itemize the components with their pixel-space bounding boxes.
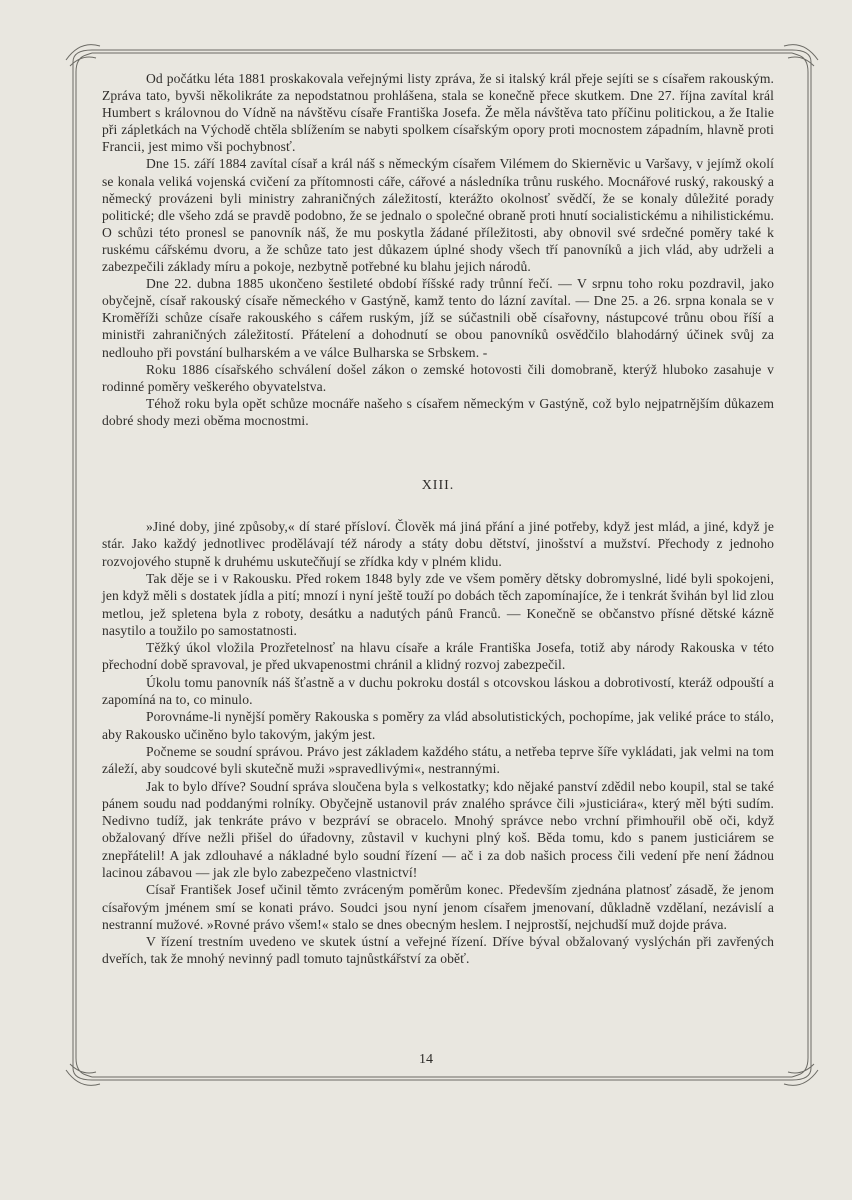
paragraph: V řízení trestním uvedeno ve skutek ústní a veřejné řízení. Dříve býval obžalovaný vyslýchán při zavřených dveřích, tak že mnohý nevinný padl tomuto tajnůstkářství za oběť. — [102, 934, 774, 967]
paragraph: Dne 15. září 1884 zavítal císař a král náš s německým císařem Vilémem do Skiernĕvic u Varšavy, v jejímž okolí se konala veliká vojenská cvičení za přítomnosti cáře, cářové a následníka trůnu ruského. Mocnářové ruský, rakouský a německý provázeni byli ministry zahraničných záležitostí, kterážto okolnosť svědčí, že se konaly důležité porady politické; dle všeho zdá se pravdě podobno, že se jednalo o společné obraně proti hnutí socialistickému a nihilistickému. O schůzi této pronesl se panovník náš, že mu poskytla žádané příležitosti, aby obnovil své srdečné poměry také k ruskému cářskému dvoru, a že schůze tato jest důkazem úplné shody všech tří panovníků a jich vlád, aby udrželi a zabezpečili základy míru a pokoje, nezbytně potřebné ku blahu jejich národů. — [102, 156, 774, 275]
paragraph: Císař František Josef učinil těmto zvráceným poměrům konec. Především zjednána platnosť zásadě, že jenom císařovým jménem smí se konati právo. Soudci jsou nyní jenom císařem jmenovaní, důkladně vzdělaní, nezávislí a nestranní mužové. »Rovné právo všem!« stalo se dnes obecným heslem. I nejprostší, nejchudší muž dojde práva. — [102, 882, 774, 932]
chapter-xiii-body — [102, 518, 774, 968]
paragraph: Roku 1886 císařského schválení došel zákon o zemské hotovosti čili domobraně, kterýž hluboko zasahuje v rodinné poměry veškerého obyvatelstva. — [102, 361, 774, 394]
paragraph: Těžký úkol vložila Prozřetelnosť na hlavu císaře a krále Františka Josefa, totiž aby národy Rakouska v této přechodní době spravoval, je před ukvapenostmi chránil a klidný rozvoj zabezpečil. — [102, 640, 774, 673]
paragraph: Dne 22. dubna 1885 ukončeno šestileté období říšské rady trůnní řečí. — V srpnu toho roku pozdravil, jako obyčejně, císař rakouský císaře německého v Gastýně, kamž tento do lázní zavítal. — Dne 25. a 26. srpna konala se v Kroměříži schůze císaře rakouského s cářem ruským, jíž se súčastnili obě císařovny, nástupcové trůnu obou říší a ministři zahraničných záležitostí. Přátelení a dohodnutí se obou panovníků osvědčilo blahodárný účinek svůj za nedlouho při povstání bulharském a ve válce Bulharska se Srbskem. - — [102, 276, 774, 360]
paragraph: »Jiné doby, jiné způsoby,« dí staré přísloví. Člověk má jiná přání a jiné potřeby, když jest mlád, a jiné, když je stár. Jako každý jednotlivec prodělávají též národy a státy dobu dětství, jinošství a mužství. Přechody z jednoho rozvojového stupně k druhému uskutečňují se zřídka kdy v plném klidu. — [102, 519, 774, 569]
paragraph: Od počátku léta 1881 proskakovala veřejnými listy zpráva, že si italský král přeje sejíti se s císařem rakouským. Zpráva tato, byvši několikráte za nepodstatnou prohlášena, stala se konečně přece skutkem. Dne 27. října zavítal král Humbert s královnou do Vídně na návštěvu císaře Františka Josefa. Že měla návštěva tato příčinu politickou, a že Italie při zápletkách na Východě chtěla sblížením se nabyti spolkem císařským opory proti mocnostem západním, hlavně proti Francii, jest mimo vši pochybnosť. — [102, 71, 774, 155]
paragraph: Počneme se soudní správou. Právo jest základem každého státu, a netřeba teprve šíře vykládati, jak velmi na tom záleží, aby soudcové byli skutečně muži »spravedlivými«, nestrannými. — [102, 743, 774, 777]
paragraph: Tak děje se i v Rakousku. Před rokem 1848 byly zde ve všem poměry dětsky dobromyslné, lidé byli spokojeni, jen když měli s dostatek jídla a pití; mnozí i nyní ještě touží po dobách těch zapomínajíce, že i tenkrát švihán byl lid zlou metlou, jež spletena byla z roboty, desátku a nadutých pánů Franců. — Konečně se občanstvo přísné dětské kázně nasytilo a toužilo po samostatnosti. — [102, 570, 774, 638]
paragraph: Téhož roku byla opět schůze mocnáře našeho s císařem německým v Gastýně, což bylo nejpatrnějším důkazem dobré shody mezi oběma mocnostmi. — [102, 395, 774, 428]
section-before-chapter — [102, 70, 774, 429]
paragraph: Porovnáme-li nynější poměry Rakouska s poměry za vlád absolutistických, pochopíme, jak veliké práce to stálo, aby Rakousko učiněno bylo takovým, jakým jest. — [102, 709, 774, 742]
page-body — [102, 70, 774, 968]
page-number: 14 — [419, 1052, 433, 1067]
paragraph: Úkolu tomu panovník náš šťastně a v duchu pokroku dostál s otcovskou láskou a dobrotivostí, kteráž odpouští a zapomíná na to, co minulo. — [102, 674, 774, 708]
paragraph: Jak to bylo dříve? Soudní správa sloučena byla s velkostatky; kdo nějaké panství zdědil nebo koupil, stal se také pánem soudu nad poddanými rolníky. Obyčejně ustanovil práv znalého správce čili »justiciára«, který měl býti sudím. Nedivno tudíž, jak tenkráte právo v bezpráví se obracelo. Mnohý správce nebo vrchní přimhouřil obě oči, když obžalovaný dříve nežli přišel do úřadovny, zůstavil v kuchyni plný koš. Běda tomu, kdo s panem justiciárem se znepřátelil! A jak zdlouhavé a nákladné bylo soudní řízení — ač i za dob našich process čili vedení pře není žádnou lacinou zábavou — jak zle bylo zabezpečeno vlastnictví! — [102, 778, 774, 880]
chapter-heading: XIII. — [421, 477, 455, 493]
